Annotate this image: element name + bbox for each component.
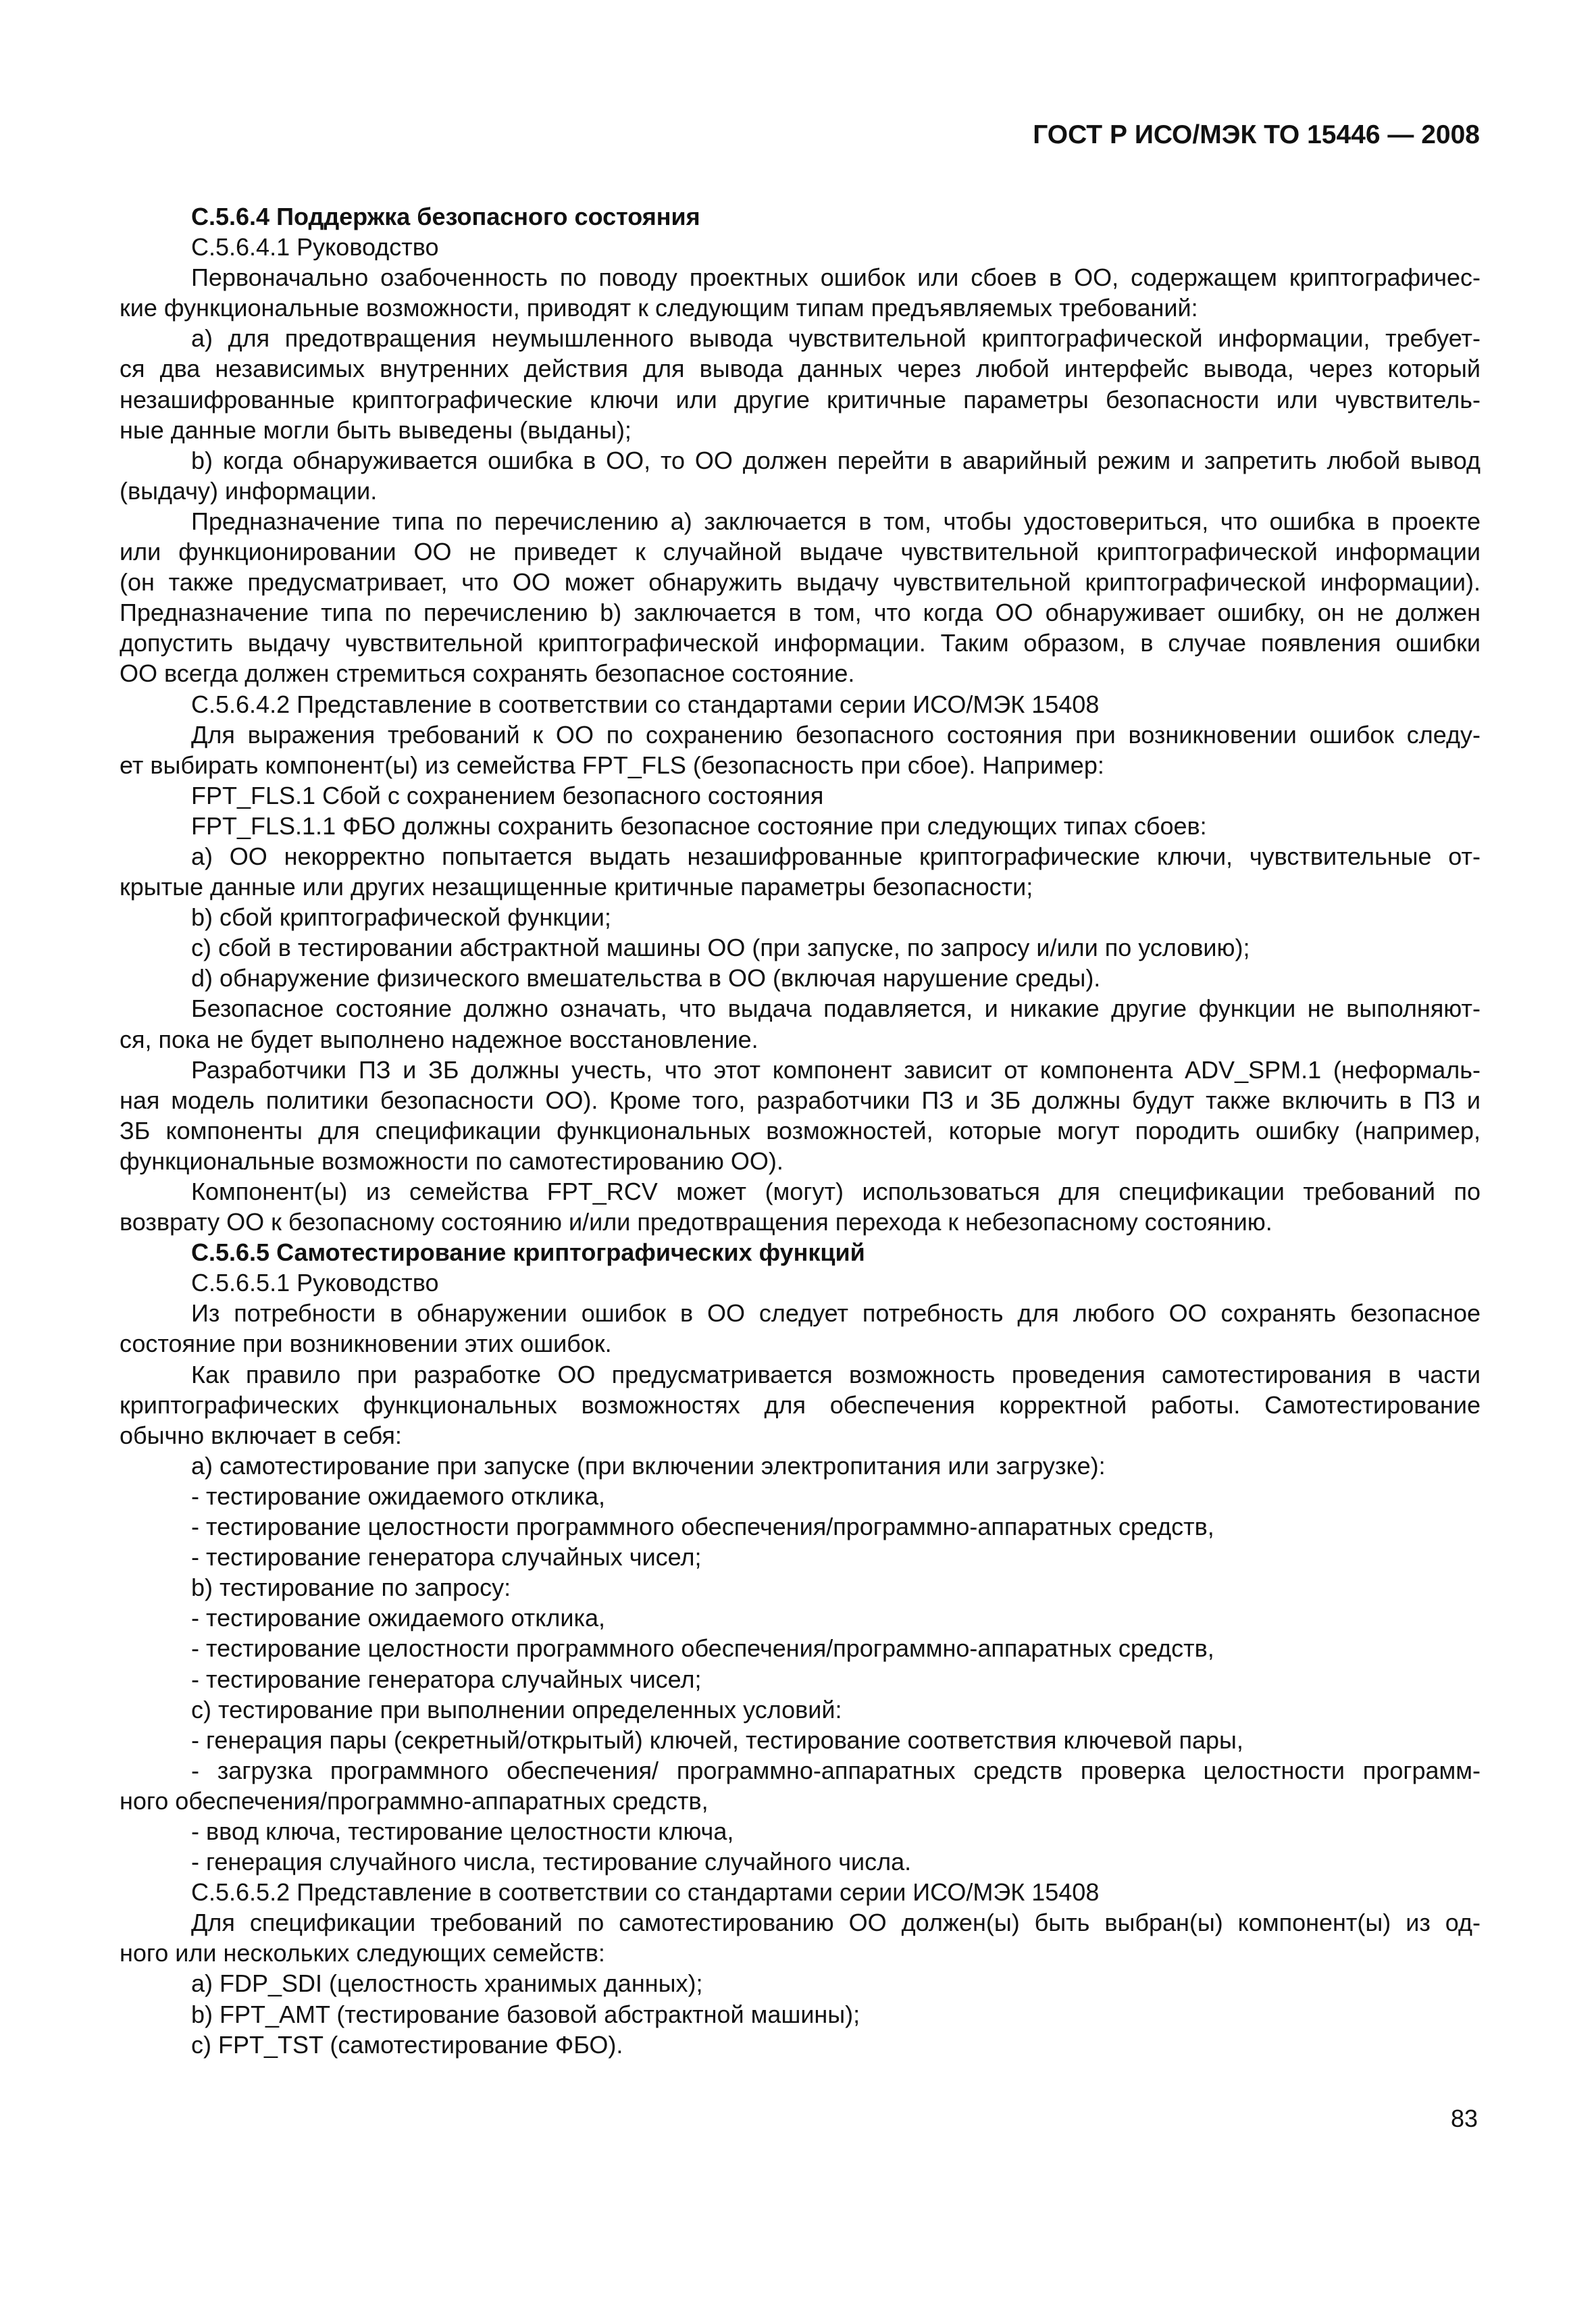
text-line: допустить выдачу чувствительной криптографической информации. Таким образом, в случае появления ошибки — [120, 629, 1481, 657]
text-line: ся два независимых внутренних действия для вывода данных через любой интерфейс вывода, через который — [120, 355, 1481, 383]
text-line: - тестирование генератора случайных чисел; — [191, 1665, 702, 1693]
text-line: с) сбой в тестировании абстрактной машины ОО (при запуске, по запросу и/или по условию); — [191, 934, 1250, 962]
text-line: - генерация случайного числа, тестирование случайного числа. — [191, 1848, 912, 1876]
text-line: крытые данные или других незащищенные критичные параметры безопасности; — [120, 873, 1033, 901]
text-line: с) FPT_TST (самотестирование ФБО). — [191, 2030, 623, 2059]
text-line: Безопасное состояние должно означать, что выдача подавляется, и никакие другие функции не выполняют- — [191, 995, 1481, 1023]
text-line: а) самотестирование при запуске (при включении электропитания или загрузке): — [191, 1451, 1106, 1480]
text-line: ет выбирать компонент(ы) из семейства FPT_FLS (безопасность при сбое). Например: — [120, 751, 1104, 779]
text-line: - тестирование целостности программного обеспечения/программно-аппаратных средств, — [191, 1634, 1214, 1663]
text-line: b) тестирование по запросу: — [191, 1574, 511, 1602]
text-line: незашифрованные криптографические ключи или другие критичные параметры безопасности или чувствитель- — [120, 385, 1481, 413]
text-line: - тестирование ожидаемого отклика, — [191, 1604, 606, 1632]
text-line: или функционировании ОО не приведет к случайной выдаче чувствительной криптографической информации — [120, 538, 1481, 566]
page-number: 83 — [1450, 2105, 1478, 2132]
text-line: b) сбой криптографической функции; — [191, 903, 611, 932]
text-line: возврату ОО к безопасному состоянию и/или предотвращения перехода к небезопасному состоянию. — [120, 1208, 1272, 1236]
text-line: - тестирование ожидаемого отклика, — [191, 1482, 606, 1510]
text-line: b) когда обнаруживается ошибка в ОО, то ОО должен перейти в аварийный режим и запретить любой вывод — [191, 446, 1481, 474]
text-line: - загрузка программного обеспечения/ программно-аппаратных средств проверка целостности программ- — [191, 1756, 1481, 1784]
text-line: С.5.6.4.1 Руководство — [191, 233, 439, 261]
text-line: а) для предотвращения неумышленного вывода чувствительной криптографической информации, требует- — [191, 324, 1481, 353]
text-line: криптографических функциональных возможностях для обеспечения корректной работы. Самотестирование — [120, 1390, 1481, 1419]
text-line: с) тестирование при выполнении определенных условий: — [191, 1695, 842, 1724]
text-line: (выдачу) информации. — [120, 476, 378, 505]
text-line: Предназначение типа по перечислению а) заключается в том, чтобы удостовериться, что ошибка в проекте — [191, 507, 1481, 535]
text-line: Как правило при разработке ОО предусматривается возможность проведения самотестирования в части — [191, 1360, 1481, 1388]
text-line: Первоначально озабоченность по поводу проектных ошибок или сбоев в ОО, содержащем криптографичес- — [191, 263, 1481, 292]
text-line: b) FPT_AMT (тестирование базовой абстрактной машины); — [191, 2000, 860, 2028]
text-line: обычно включает в себя: — [120, 1421, 402, 1449]
text-line: состояние при возникновении этих ошибок. — [120, 1330, 612, 1358]
text-line: Из потребности в обнаружении ошибок в ОО следует потребность для любого ОО сохранять безопасное — [191, 1299, 1481, 1328]
document-body — [120, 201, 1481, 2060]
text-line: С.5.6.4.2 Представление в соответствии со стандартами серии ИСО/МЭК 15408 — [191, 690, 1100, 718]
text-line: (он также предусматривает, что ОО может обнаружить выдачу чувствительной криптографической информации). — [120, 568, 1481, 597]
section-heading: С.5.6.5 Самотестирование криптографических функций — [191, 1238, 865, 1267]
text-line: ЗБ компоненты для спецификации функциональных возможностей, которые могут породить ошибку (например, — [120, 1116, 1481, 1145]
text-line: С.5.6.5.2 Представление в соответствии со стандартами серии ИСО/МЭК 15408 — [191, 1878, 1100, 1907]
text-line: Для выражения требований к ОО по сохранению безопасного состояния при возникновении ошибок следу- — [191, 720, 1481, 749]
text-line: С.5.6.5.1 Руководство — [191, 1269, 439, 1297]
text-line: - тестирование генератора случайных чисел; — [191, 1543, 702, 1571]
document-header: ГОСТ Р ИСО/МЭК ТО 15446 — 2008 — [1033, 120, 1480, 149]
text-line: кие функциональные возможности, приводят к следующим типам предъявляемых требований: — [120, 294, 1198, 322]
section-heading: С.5.6.4 Поддержка безопасного состояния — [191, 203, 700, 230]
text-line: ного обеспечения/программно-аппаратных средств, — [120, 1786, 709, 1815]
text-line: ОО всегда должен стремиться сохранять безопасное состояние. — [120, 659, 855, 688]
text-line: Компонент(ы) из семейства FPT_RCV может (могут) использоваться для спецификации требований по — [191, 1178, 1481, 1205]
text-line: ная модель политики безопасности ОО). Кроме того, разработчики ПЗ и ЗБ должны будут также включить в ПЗ и — [120, 1086, 1481, 1114]
text-line: - генерация пары (секретный/открытый) ключей, тестирование соответствия ключевой пары, — [191, 1726, 1243, 1754]
text-line: а) FDP_SDI (целостность хранимых данных); — [191, 1969, 703, 1998]
text-line: FPT_FLS.1 Сбой с сохранением безопасного состояния — [191, 781, 824, 809]
text-line: функциональные возможности по самотестированию ОО). — [120, 1147, 783, 1175]
text-line: а) ОО некорректно попытается выдать незашифрованные криптографические ключи, чувствительные от- — [191, 842, 1481, 870]
text-line: Разработчики ПЗ и ЗБ должны учесть, что этот компонент зависит от компонента ADV_SPM.1 (неформаль- — [191, 1055, 1481, 1084]
text-line: FPT_FLS.1.1 ФБО должны сохранить безопасное состояние при следующих типах сбоев: — [191, 811, 1207, 840]
text-line: ного или нескольких следующих семейств: — [120, 1939, 605, 1967]
text-line: d) обнаружение физического вмешательства в ОО (включая нарушение среды). — [191, 964, 1101, 992]
text-line: - тестирование целостности программного обеспечения/программно-аппаратных средств, — [191, 1513, 1214, 1541]
text-line: ся, пока не будет выполнено надежное восстановление. — [120, 1025, 758, 1053]
text-line: - ввод ключа, тестирование целостности ключа, — [191, 1817, 734, 1845]
text-line: Предназначение типа по перечислению b) заключается в том, что когда ОО обнаруживает ошибку, он не должен — [120, 599, 1481, 627]
text-line: ные данные могли быть выведены (выданы); — [120, 416, 632, 444]
text-line: Для спецификации требований по самотестированию ОО должен(ы) быть выбран(ы) компонент(ы) из од- — [191, 1909, 1481, 1937]
